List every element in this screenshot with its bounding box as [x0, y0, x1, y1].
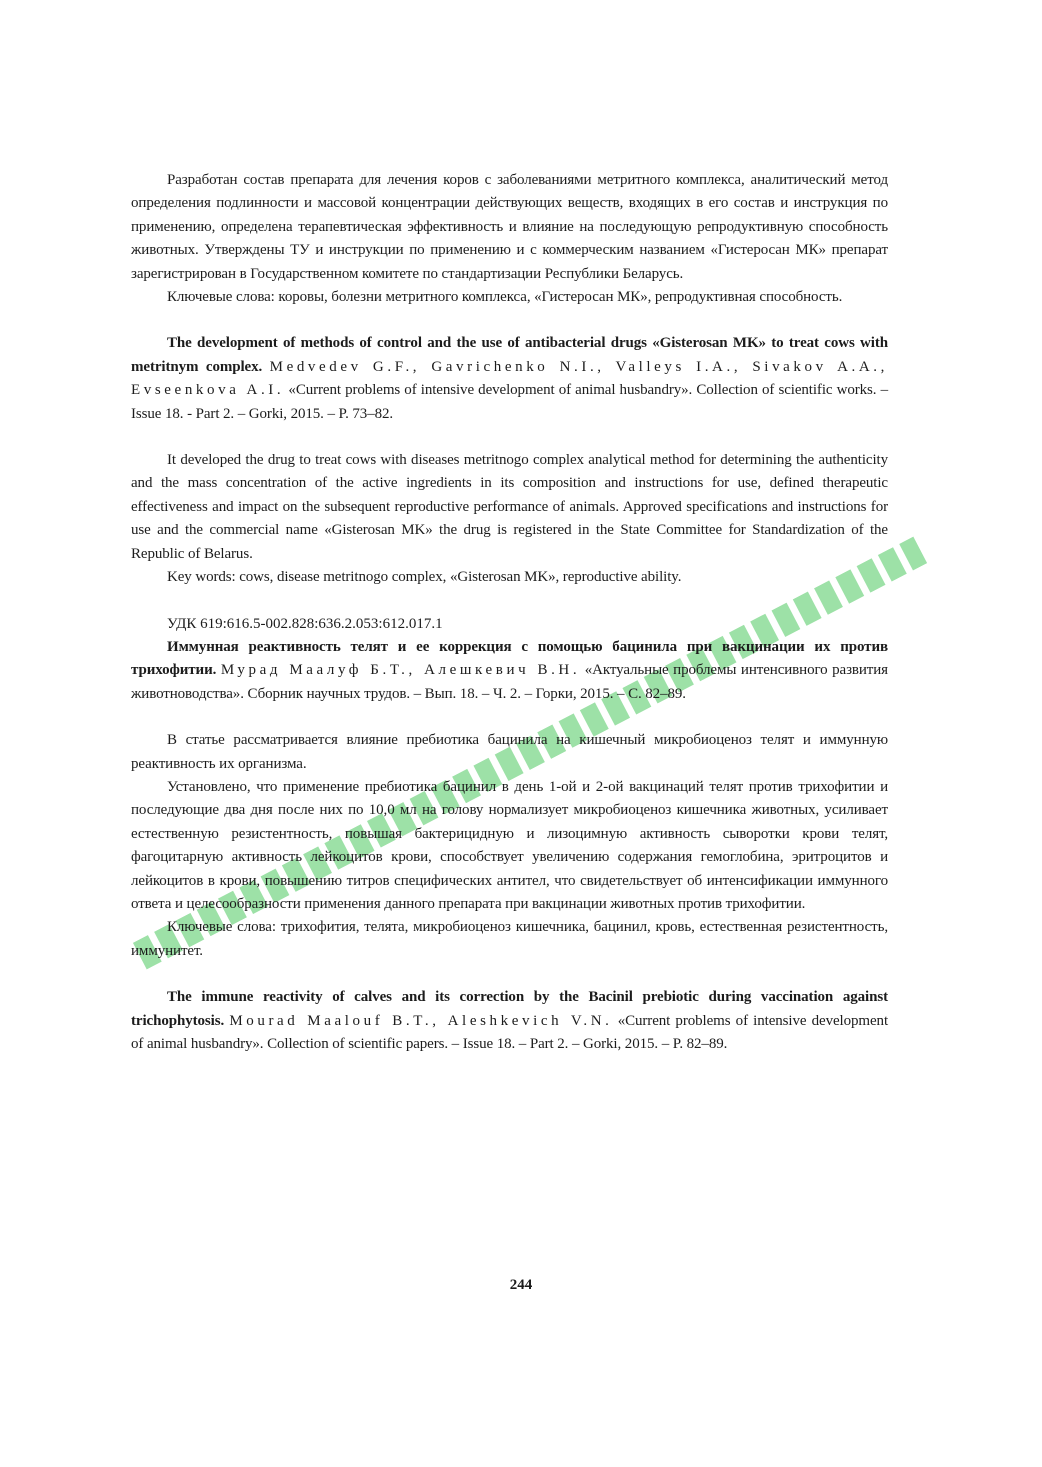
article-ru-2-citation: «Актуальные проблемы интенсивного развития животноводства». Сборник научных трудов. – Вып. 18. – Ч. 2. – Горки, 2015. – С. 82–89. — [131, 662, 888, 702]
article-ru-2-authors: Мурад Маалуф Б.Т., Алешкевич В.Н. — [220, 662, 581, 679]
article-ru-2-abstract-2: Установлено, что применение пребиотика бацинил в день 1-ой и 2-ой вакцинаций телят против трихофитии и последующие два дня после них по 10,0 мл на голову нормализует микробиоценоз кишечника животных, усиливает естественную резистентность, повышая бактерицидную и лизоцимную активность сыворотки крови телят, фагоцитарную активность лейкоцитов крови, способствует увеличению содержания гемоглобина, эритроцитов и лейкоцитов в крови, повышению титров специфических антител, что свидетельствует об интенсификации иммунного ответа и целесообразности применения данного препарата при вакцинации животных против трихофитии. — [131, 778, 888, 912]
article-en-2-title: The immune reactivity of calves and its correction by the Bacinil prebiotic during vaccination against trichophytosis. — [131, 989, 888, 1029]
article-en-1-abstract: It developed the drug to treat cows with diseases metritnogo complex analytical method for determining the authenticity and the mass concentration of the active ingredients in its composition and instructions for use, defined therapeutic effectiveness and impact on the subsequent reproductive performance of animals. Approved specifications and instructions for use and the commercial name «Gisterosan MK» the drug is registered in the State Committee for Standardization of the Republic of Belarus. — [131, 452, 888, 562]
page-number: 244 — [509, 1277, 533, 1293]
article-en-2-header — [131, 986, 888, 1056]
article-en-1-header — [131, 332, 888, 426]
article-ru-2-abstract-1: В статье рассматривается влияние пребиотика бацинила на кишечный микробиоценоз телят и иммунную реактивность их организма. — [131, 732, 888, 772]
article-en-2-citation: «Current problems of intensive development of animal husbandry». Collection of scientific papers. – Issue 18. – Part 2. – Gorki, 2015. – P. 82–89. — [131, 1012, 889, 1052]
article-en-1 — [131, 332, 888, 589]
article-ru-2-keywords: Ключевые слова: трихофития, телята, микробиоценоз кишечника, бацинил, кровь, естественная резистентность, иммунитет. — [131, 919, 888, 959]
document-page — [131, 169, 888, 1056]
abstract-ru-1 — [131, 169, 888, 309]
abstract-ru-1-body: Разработан состав препарата для лечения коров с заболеваниями метритного комплекса, аналитический метод определения подлинности и массовой концентрации действующих веществ, входящих в его состав и инструкция по применению, определена терапевтическая эффективность и влияние на последующую репродуктивную способность животных. Утверждены ТУ и инструкции по применению и с коммерческим названием «Гистеросан МК» препарат зарегистрирован в Государственном комитете по стандартизации Республики Беларусь. — [131, 172, 888, 282]
article-ru-2-title: Иммунная реактивность телят и ее коррекция с помощью бацинила при вакцинации их против трихофитии. — [131, 638, 888, 679]
article-en-1-title: The development of methods of control and the use of antibacterial drugs «Gisterosan MK» to treat cows with metritnym complex. — [131, 335, 888, 375]
article-ru-2-udk: УДК 619:616.5-002.828:636.2.053:612.017.1 — [167, 615, 443, 632]
article-en-1-authors: Medvedev G.F., Gavrichenko N.I., Valleys I.A., Sivakov A.A., Evseenkova A.I. — [131, 358, 888, 399]
article-en-2 — [131, 986, 888, 1056]
article-en-1-keywords: Key words: cows, disease metritnogo complex, «Gisterosan MK», reproductive ability. — [167, 569, 682, 586]
article-en-2-authors: Mourad Maalouf B.T., Aleshkevich V.N. — [229, 1012, 613, 1029]
article-en-1-citation: «Current problems of intensive development of animal husbandry». Collection of scientific works. – Issue 18. - Part 2. – Gorki, 2015. – P. 73–82. — [131, 382, 888, 422]
article-ru-2 — [131, 613, 888, 964]
article-ru-2-header — [131, 636, 888, 706]
abstract-ru-1-keywords: Ключевые слова: коровы, болезни метритного комплекса, «Гистеросан МК», репродуктивная способность. — [167, 289, 843, 306]
